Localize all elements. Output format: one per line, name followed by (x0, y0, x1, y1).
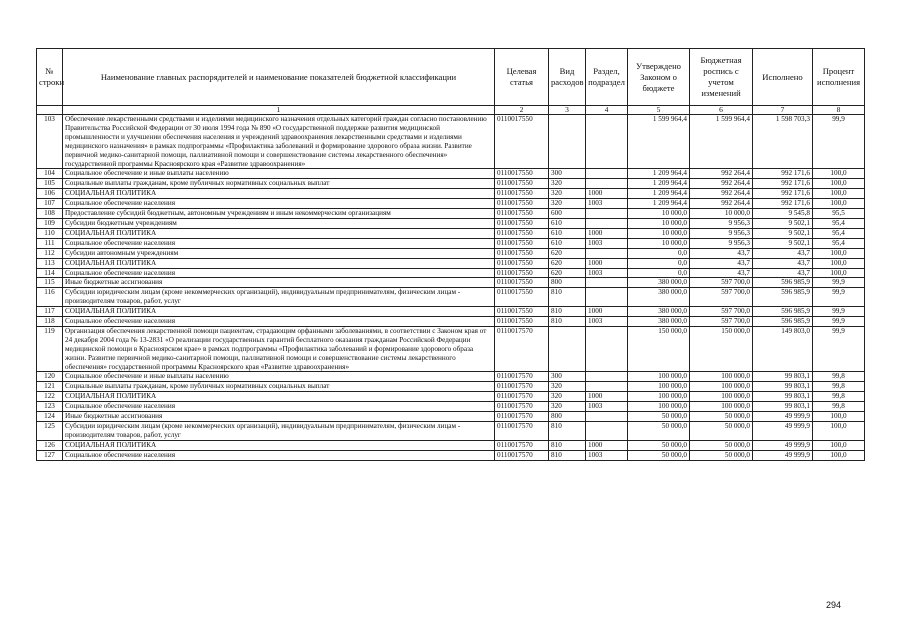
table-row (37, 115, 865, 169)
executed-amount-cell: 992 171,6 (753, 169, 813, 179)
expense-type-cell: 320 (549, 382, 586, 392)
table-row (37, 450, 865, 460)
name-cell: Социальное обеспечение населения (63, 268, 495, 278)
table-row (37, 189, 865, 199)
budget-painting-cell: 150 000,0 (690, 326, 753, 372)
approved-amount-cell: 0,0 (628, 268, 690, 278)
percent-cell: 100,0 (813, 412, 865, 422)
header-section: Раздел, подраздел (586, 49, 628, 106)
section-cell: 1003 (586, 268, 628, 278)
name-cell: Социальное обеспечение и иные выплаты населению (63, 169, 495, 179)
row-number-cell: 127 (37, 450, 63, 460)
name-cell: Организация обеспечения лекарственной помощи пациентам, страдающим орфанными заболеваниями, в соответствии с Законом края от 24 декабря 2004 года № 13-2831 «О реализации государственных гарантий бесплатного оказания гражданам Российской Федерации медицинской помощи в Красноярском крае» в рамках подпрограммы «Профилактика заболеваний и формирование здорового образа жизни. Развитие первичной медико-санитарной помощи, паллиативной помощи и совершенствование системы лекарственного обеспечения» государственной программы Красноярского края «Развитие здравоохранения» (63, 326, 495, 372)
expense-type-cell: 300 (549, 372, 586, 382)
name-cell: Субсидии юридическим лицам (кроме некоммерческих организаций), индивидуальным предпринимателям, физическим лицам - производителям товаров, работ, услуг (63, 288, 495, 307)
section-cell (586, 412, 628, 422)
percent-cell: 95,4 (813, 218, 865, 228)
header-row-number: № строки (37, 49, 63, 106)
percent-cell: 100,0 (813, 179, 865, 189)
section-cell (586, 248, 628, 258)
expense-type-cell: 810 (549, 288, 586, 307)
target-article-cell: 0110017550 (495, 317, 549, 327)
column-number: 2 (495, 106, 549, 115)
approved-amount-cell: 1 209 964,4 (628, 199, 690, 209)
row-number-cell: 122 (37, 392, 63, 402)
section-cell: 1003 (586, 199, 628, 209)
expense-type-cell: 600 (549, 209, 586, 219)
executed-amount-cell: 43,7 (753, 268, 813, 278)
table-row (37, 209, 865, 219)
approved-amount-cell: 380 000,0 (628, 317, 690, 327)
name-cell: Социальное обеспечение населения (63, 317, 495, 327)
executed-amount-cell: 596 985,9 (753, 307, 813, 317)
table-row (37, 179, 865, 189)
executed-amount-cell: 49 999,9 (753, 412, 813, 422)
table-row (37, 169, 865, 179)
target-article-cell: 0110017550 (495, 169, 549, 179)
section-cell (586, 382, 628, 392)
percent-cell: 100,0 (813, 450, 865, 460)
row-number-cell: 104 (37, 169, 63, 179)
executed-amount-cell: 49 999,9 (753, 440, 813, 450)
section-cell: 1003 (586, 317, 628, 327)
expense-type-cell: 610 (549, 238, 586, 248)
percent-cell: 100,0 (813, 268, 865, 278)
column-number: 8 (813, 106, 865, 115)
target-article-cell: 0110017550 (495, 115, 549, 169)
page-number: 294 (826, 600, 842, 610)
budget-painting-cell: 597 700,0 (690, 278, 753, 288)
expense-type-cell: 320 (549, 179, 586, 189)
row-number-cell: 115 (37, 278, 63, 288)
budget-painting-cell: 50 000,0 (690, 440, 753, 450)
name-cell: Субсидии юридическим лицам (кроме некоммерческих организаций), индивидуальным предпринимателям, физическим лицам - производителям товаров, работ, услуг (63, 422, 495, 441)
budget-painting-cell: 50 000,0 (690, 412, 753, 422)
budget-painting-cell: 597 700,0 (690, 288, 753, 307)
target-article-cell: 0110017550 (495, 258, 549, 268)
expense-type-cell: 810 (549, 307, 586, 317)
executed-amount-cell: 99 803,1 (753, 402, 813, 412)
budget-painting-cell: 10 000,0 (690, 209, 753, 219)
row-number-cell: 109 (37, 218, 63, 228)
expense-type-cell: 620 (549, 258, 586, 268)
budget-painting-cell: 9 956,3 (690, 238, 753, 248)
column-number-row (37, 106, 865, 115)
section-cell: 1000 (586, 228, 628, 238)
row-number-cell: 117 (37, 307, 63, 317)
target-article-cell: 0110017550 (495, 179, 549, 189)
percent-cell: 100,0 (813, 422, 865, 441)
executed-amount-cell: 43,7 (753, 248, 813, 258)
row-number-cell: 112 (37, 248, 63, 258)
executed-amount-cell: 99 803,1 (753, 372, 813, 382)
table-header-row (37, 49, 865, 106)
row-number-cell: 113 (37, 258, 63, 268)
expense-type-cell: 810 (549, 317, 586, 327)
budget-painting-cell: 100 000,0 (690, 402, 753, 412)
section-cell: 1000 (586, 258, 628, 268)
approved-amount-cell: 10 000,0 (628, 209, 690, 219)
section-cell: 1003 (586, 402, 628, 412)
executed-amount-cell: 9 502,1 (753, 238, 813, 248)
target-article-cell: 0110017570 (495, 402, 549, 412)
name-cell: Социальные выплаты гражданам, кроме публичных нормативных социальных выплат (63, 179, 495, 189)
approved-amount-cell: 0,0 (628, 248, 690, 258)
header-target-article: Целевая статья (495, 49, 549, 106)
target-article-cell: 0110017570 (495, 392, 549, 402)
name-cell: Социальное обеспечение населения (63, 199, 495, 209)
approved-amount-cell: 1 209 964,4 (628, 179, 690, 189)
approved-amount-cell: 50 000,0 (628, 450, 690, 460)
budget-painting-cell: 597 700,0 (690, 307, 753, 317)
executed-amount-cell: 992 171,6 (753, 199, 813, 209)
executed-amount-cell: 596 985,9 (753, 317, 813, 327)
executed-amount-cell: 99 803,1 (753, 392, 813, 402)
percent-cell: 99,8 (813, 392, 865, 402)
row-number-cell: 111 (37, 238, 63, 248)
budget-painting-cell: 9 956,3 (690, 218, 753, 228)
name-cell: СОЦИАЛЬНАЯ ПОЛИТИКА (63, 392, 495, 402)
name-cell: СОЦИАЛЬНАЯ ПОЛИТИКА (63, 189, 495, 199)
row-number-cell: 114 (37, 268, 63, 278)
budget-painting-cell: 597 700,0 (690, 317, 753, 327)
row-number-cell: 116 (37, 288, 63, 307)
name-cell: Социальные выплаты гражданам, кроме публичных нормативных социальных выплат (63, 382, 495, 392)
name-cell: Субсидии бюджетным учреждениям (63, 218, 495, 228)
header-percent: Процент исполнения (813, 49, 865, 106)
table-row (37, 317, 865, 327)
approved-amount-cell: 100 000,0 (628, 372, 690, 382)
column-number: 3 (549, 106, 586, 115)
expense-type-cell: 300 (549, 169, 586, 179)
row-number-cell: 110 (37, 228, 63, 238)
header-approved: Утверждено Законом о бюджете (628, 49, 690, 106)
approved-amount-cell: 1 599 964,4 (628, 115, 690, 169)
table-row (37, 278, 865, 288)
table-body (37, 115, 865, 461)
row-number-cell: 121 (37, 382, 63, 392)
column-number: 4 (586, 106, 628, 115)
percent-cell: 95,5 (813, 209, 865, 219)
percent-cell: 99,8 (813, 382, 865, 392)
column-number (37, 106, 63, 115)
percent-cell: 100,0 (813, 258, 865, 268)
section-cell (586, 115, 628, 169)
approved-amount-cell: 1 209 964,4 (628, 169, 690, 179)
expense-type-cell: 610 (549, 228, 586, 238)
percent-cell: 99,9 (813, 326, 865, 372)
section-cell (586, 169, 628, 179)
table-row (37, 412, 865, 422)
target-article-cell: 0110017550 (495, 209, 549, 219)
budget-painting-cell: 50 000,0 (690, 450, 753, 460)
expense-type-cell: 620 (549, 268, 586, 278)
budget-painting-cell: 100 000,0 (690, 392, 753, 402)
header-budget-painting: Бюджетная роспись с учетом изменений (690, 49, 753, 106)
percent-cell: 99,9 (813, 115, 865, 169)
row-number-cell: 125 (37, 422, 63, 441)
percent-cell: 100,0 (813, 199, 865, 209)
approved-amount-cell: 0,0 (628, 258, 690, 268)
expense-type-cell: 320 (549, 189, 586, 199)
percent-cell: 99,9 (813, 307, 865, 317)
name-cell: СОЦИАЛЬНАЯ ПОЛИТИКА (63, 307, 495, 317)
expense-type-cell: 810 (549, 450, 586, 460)
row-number-cell: 103 (37, 115, 63, 169)
executed-amount-cell: 596 985,9 (753, 278, 813, 288)
approved-amount-cell: 100 000,0 (628, 402, 690, 412)
approved-amount-cell: 100 000,0 (628, 392, 690, 402)
table-row (37, 248, 865, 258)
section-cell (586, 218, 628, 228)
target-article-cell: 0110017570 (495, 450, 549, 460)
row-number-cell: 126 (37, 440, 63, 450)
budget-painting-cell: 992 264,4 (690, 179, 753, 189)
header-executed: Исполнено (753, 49, 813, 106)
table-row (37, 392, 865, 402)
row-number-cell: 106 (37, 189, 63, 199)
executed-amount-cell: 992 171,6 (753, 179, 813, 189)
table-row (37, 268, 865, 278)
row-number-cell: 124 (37, 412, 63, 422)
name-cell: Обеспечение лекарственными средствами и изделиями медицинского назначения отдельных категорий граждан согласно постановлению Правительства Российской Федерации от 30 июля 1994 года № 890 «О государственной поддержке развития медицинской промышленности и улучшении обеспечения населения и учреждений здравоохранения лекарственными средствами и изделиями медицинского назначения» в рамках подпрограммы «Профилактика заболеваний и формирование здорового образа жизни. Развитие первичной медико-санитарной помощи, паллиативной помощи и совершенствование системы лекарственного обеспечения» государственной программы Красноярского края «Развитие здравоохранения» (63, 115, 495, 169)
header-name: Наименование главных распорядителей и наименование показателей бюджетной классификации (63, 49, 495, 106)
expense-type-cell: 800 (549, 278, 586, 288)
expense-type-cell: 320 (549, 402, 586, 412)
percent-cell: 99,8 (813, 372, 865, 382)
name-cell: Социальное обеспечение населения (63, 450, 495, 460)
approved-amount-cell: 10 000,0 (628, 218, 690, 228)
name-cell: Предоставление субсидий бюджетным, автономным учреждениям и иным некоммерческим организациям (63, 209, 495, 219)
table-row (37, 402, 865, 412)
section-cell: 1000 (586, 440, 628, 450)
budget-painting-cell: 992 264,4 (690, 169, 753, 179)
table-row (37, 218, 865, 228)
section-cell (586, 209, 628, 219)
expense-type-cell (549, 115, 586, 169)
name-cell: Социальное обеспечение населения (63, 402, 495, 412)
section-cell (586, 422, 628, 441)
target-article-cell: 0110017570 (495, 372, 549, 382)
target-article-cell: 0110017570 (495, 412, 549, 422)
section-cell (586, 372, 628, 382)
target-article-cell: 0110017550 (495, 268, 549, 278)
name-cell: Иные бюджетные ассигнования (63, 278, 495, 288)
expense-type-cell: 800 (549, 412, 586, 422)
name-cell: Социальное обеспечение населения (63, 238, 495, 248)
table-row (37, 440, 865, 450)
approved-amount-cell: 50 000,0 (628, 412, 690, 422)
approved-amount-cell: 100 000,0 (628, 382, 690, 392)
expense-type-cell: 810 (549, 422, 586, 441)
table-row (37, 238, 865, 248)
expense-type-cell: 610 (549, 218, 586, 228)
name-cell: СОЦИАЛЬНАЯ ПОЛИТИКА (63, 258, 495, 268)
budget-painting-cell: 50 000,0 (690, 422, 753, 441)
header-expense-type: Вид расходов (549, 49, 586, 106)
percent-cell: 100,0 (813, 169, 865, 179)
percent-cell: 99,8 (813, 402, 865, 412)
executed-amount-cell: 9 545,8 (753, 209, 813, 219)
row-number-cell: 123 (37, 402, 63, 412)
section-cell: 1003 (586, 238, 628, 248)
executed-amount-cell: 992 171,6 (753, 189, 813, 199)
percent-cell: 99,9 (813, 288, 865, 307)
executed-amount-cell: 596 985,9 (753, 288, 813, 307)
target-article-cell: 0110017570 (495, 422, 549, 441)
approved-amount-cell: 1 209 964,4 (628, 189, 690, 199)
target-article-cell: 0110017570 (495, 326, 549, 372)
budget-painting-cell: 100 000,0 (690, 382, 753, 392)
approved-amount-cell: 50 000,0 (628, 440, 690, 450)
row-number-cell: 118 (37, 317, 63, 327)
approved-amount-cell: 380 000,0 (628, 278, 690, 288)
table-row (37, 307, 865, 317)
budget-painting-cell: 43,7 (690, 258, 753, 268)
expense-type-cell: 810 (549, 440, 586, 450)
section-cell (586, 179, 628, 189)
section-cell: 1000 (586, 392, 628, 402)
table-row (37, 326, 865, 372)
section-cell: 1000 (586, 307, 628, 317)
expense-type-cell (549, 326, 586, 372)
section-cell: 1000 (586, 189, 628, 199)
name-cell: СОЦИАЛЬНАЯ ПОЛИТИКА (63, 440, 495, 450)
table-row (37, 422, 865, 441)
percent-cell: 100,0 (813, 440, 865, 450)
target-article-cell: 0110017550 (495, 307, 549, 317)
target-article-cell: 0110017550 (495, 248, 549, 258)
approved-amount-cell: 380 000,0 (628, 307, 690, 317)
column-number: 5 (628, 106, 690, 115)
table-row (37, 382, 865, 392)
budget-painting-cell: 992 264,4 (690, 189, 753, 199)
target-article-cell: 0110017570 (495, 382, 549, 392)
row-number-cell: 108 (37, 209, 63, 219)
percent-cell: 95,4 (813, 238, 865, 248)
target-article-cell: 0110017550 (495, 189, 549, 199)
percent-cell: 100,0 (813, 248, 865, 258)
executed-amount-cell: 9 502,1 (753, 218, 813, 228)
percent-cell: 95,4 (813, 228, 865, 238)
budget-painting-cell: 1 599 964,4 (690, 115, 753, 169)
budget-painting-cell: 43,7 (690, 268, 753, 278)
table-row (37, 199, 865, 209)
name-cell: Социальное обеспечение и иные выплаты населению (63, 372, 495, 382)
row-number-cell: 107 (37, 199, 63, 209)
approved-amount-cell: 150 000,0 (628, 326, 690, 372)
executed-amount-cell: 9 502,1 (753, 228, 813, 238)
section-cell (586, 326, 628, 372)
target-article-cell: 0110017550 (495, 228, 549, 238)
row-number-cell: 120 (37, 372, 63, 382)
target-article-cell: 0110017550 (495, 288, 549, 307)
column-number: 1 (63, 106, 495, 115)
name-cell: СОЦИАЛЬНАЯ ПОЛИТИКА (63, 228, 495, 238)
approved-amount-cell: 10 000,0 (628, 238, 690, 248)
approved-amount-cell: 10 000,0 (628, 228, 690, 238)
expense-type-cell: 320 (549, 392, 586, 402)
approved-amount-cell: 380 000,0 (628, 288, 690, 307)
name-cell: Иные бюджетные ассигнования (63, 412, 495, 422)
table-row (37, 288, 865, 307)
executed-amount-cell: 1 598 703,3 (753, 115, 813, 169)
budget-painting-cell: 9 956,3 (690, 228, 753, 238)
target-article-cell: 0110017570 (495, 440, 549, 450)
section-cell (586, 278, 628, 288)
table-row (37, 228, 865, 238)
executed-amount-cell: 49 999,9 (753, 422, 813, 441)
executed-amount-cell: 49 999,9 (753, 450, 813, 460)
table-row (37, 258, 865, 268)
row-number-cell: 105 (37, 179, 63, 189)
executed-amount-cell: 149 803,0 (753, 326, 813, 372)
column-number: 7 (753, 106, 813, 115)
table-row (37, 372, 865, 382)
section-cell (586, 288, 628, 307)
approved-amount-cell: 50 000,0 (628, 422, 690, 441)
percent-cell: 99,9 (813, 317, 865, 327)
percent-cell: 100,0 (813, 189, 865, 199)
target-article-cell: 0110017550 (495, 218, 549, 228)
section-cell: 1003 (586, 450, 628, 460)
percent-cell: 99,9 (813, 278, 865, 288)
executed-amount-cell: 99 803,1 (753, 382, 813, 392)
target-article-cell: 0110017550 (495, 238, 549, 248)
expense-type-cell: 620 (549, 248, 586, 258)
executed-amount-cell: 43,7 (753, 258, 813, 268)
budget-painting-cell: 100 000,0 (690, 372, 753, 382)
column-number: 6 (690, 106, 753, 115)
budget-painting-cell: 992 264,4 (690, 199, 753, 209)
budget-execution-table (36, 48, 865, 461)
budget-painting-cell: 43,7 (690, 248, 753, 258)
name-cell: Субсидии автономным учреждениям (63, 248, 495, 258)
row-number-cell: 119 (37, 326, 63, 372)
target-article-cell: 0110017550 (495, 278, 549, 288)
expense-type-cell: 320 (549, 199, 586, 209)
target-article-cell: 0110017550 (495, 199, 549, 209)
